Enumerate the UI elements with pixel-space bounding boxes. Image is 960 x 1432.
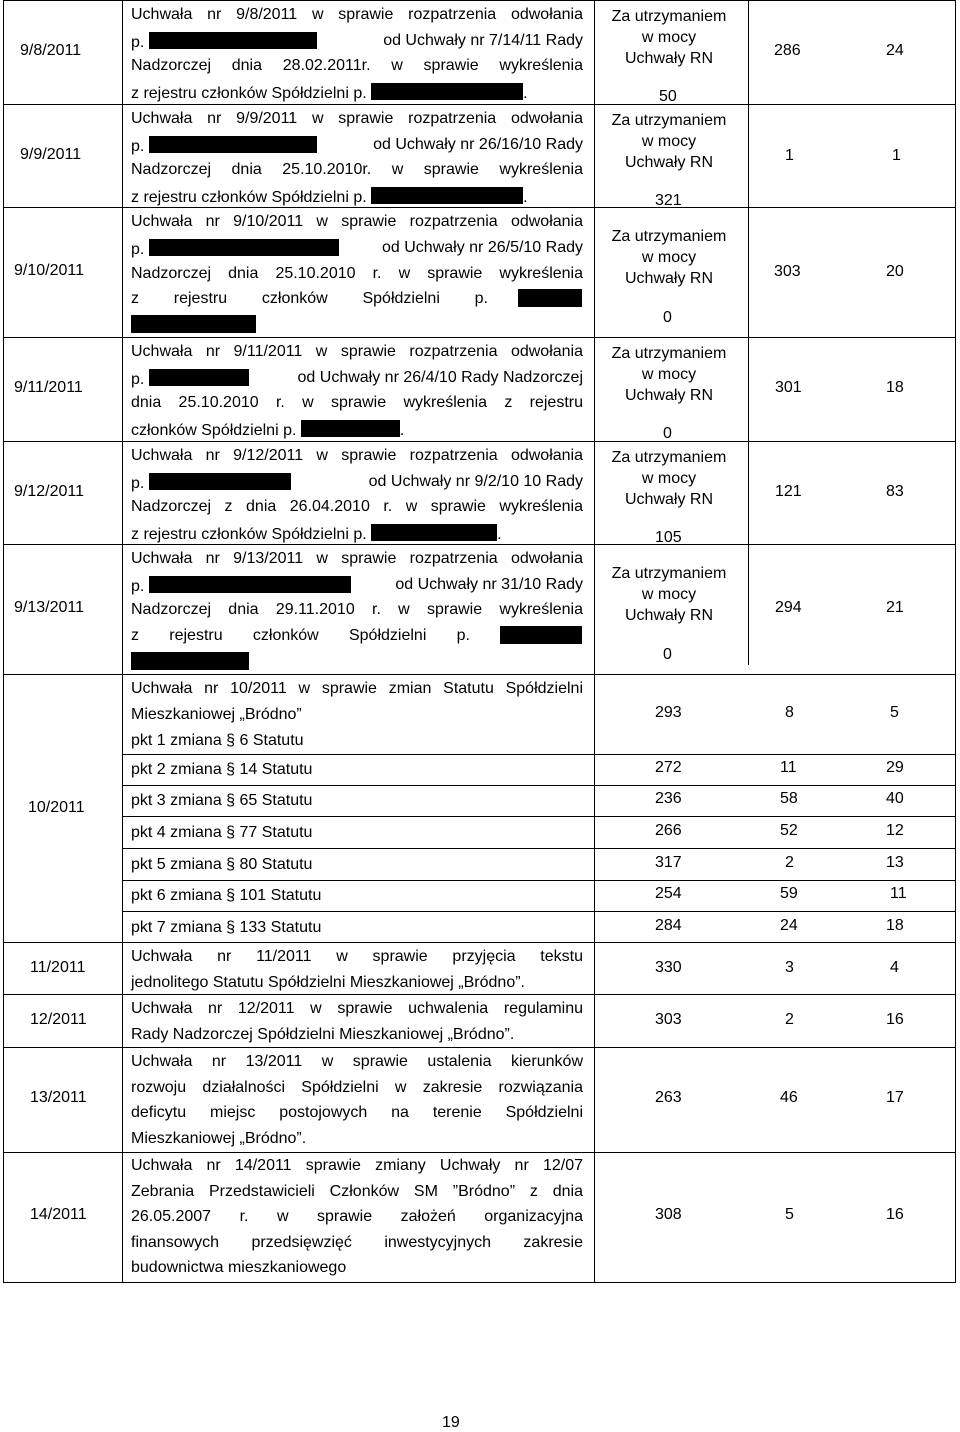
subrow-divider [122,816,955,817]
resolution-line: Uchwała nr 9/13/2011 w sprawie rozpatrzenia odwołania [131,550,583,567]
votes-for: 301 [775,379,802,396]
redaction-bar [301,420,400,437]
votes-abstain: 12 [886,822,904,839]
votes-abstain: 11 [890,885,907,902]
col-divider-1 [122,1,123,1282]
votes-against: 1 [892,147,901,164]
resolution-line: Rady Nadzorczej Spółdzielni Mieszkaniowej „Bródno”. [131,1026,515,1043]
votes-against: 18 [886,379,904,396]
votes-for: 121 [775,483,802,500]
votes-abstain: 18 [886,917,904,934]
statute-point: pkt 2 zmiana § 14 Statutu [131,761,313,778]
resolution-line: p. [131,369,249,389]
row-divider [4,674,955,675]
redaction-bar [131,315,256,333]
resolution-line: p. [131,136,317,156]
row-divider [4,207,955,208]
resolution-line: z rejestru członków Spółdzielni p. . [131,85,528,102]
resolution-line: p. [131,239,339,259]
redaction-bar [149,239,339,256]
resolution-line: deficytu miejsc postojowych na terenie Spółdzielni [131,1104,583,1121]
resolution-number: 9/13/2011 [14,599,84,616]
subrow-divider [122,911,955,912]
votes-against: 46 [780,1089,798,1106]
votes-against: 20 [886,263,904,280]
resolution-line: Uchwała nr 14/2011 sprawie zmiany Uchwały nr 12/07 [131,1157,583,1174]
redaction-bar [149,576,351,593]
votes-for: 284 [655,917,682,934]
resolution-number: 13/2011 [30,1089,87,1106]
votes-abstain: 5 [890,704,899,721]
resolution-line: Uchwała nr 9/10/2011 w sprawie rozpatrzenia odwołania [131,213,583,230]
resolution-line: od Uchwały nr 26/16/10 Rady [373,136,583,153]
resolution-line: Uchwała nr 13/2011 w sprawie ustalenia kierunków [131,1053,583,1070]
votes-abstain: 16 [886,1206,904,1223]
resolution-line: Nadzorczej dnia 25.10.2010 r. w sprawie wykreślenia [131,265,583,282]
statute-point: pkt 5 zmiana § 80 Statutu [131,856,313,873]
resolution-line: Zebrania Przedstawicieli Członków SM ”Bródno” z dnia [131,1183,583,1200]
votes-for: 266 [655,822,682,839]
votes-against: 52 [780,822,798,839]
resolution-line: Uchwała nr 9/9/2011 w sprawie rozpatrzenia odwołania [131,110,583,127]
resolution-line: Mieszkaniowej „Bródno”. [131,1130,307,1147]
votes-for: 254 [655,885,682,902]
resolution-line: od Uchwały nr 7/14/11 Rady [383,32,583,49]
statute-point: pkt 4 zmiana § 77 Statutu [131,824,313,841]
votes-abstain: 17 [886,1089,904,1106]
resolution-line: p. [131,576,351,596]
votes-for: 272 [655,759,682,776]
votes-abstain: 40 [886,790,904,807]
resolution-line: dnia 25.10.2010 r. w sprawie wykreślenia z rejestru [131,394,583,411]
votes-against: 24 [780,917,798,934]
statute-point: pkt 3 zmiana § 65 Statutu [131,792,313,809]
resolution-line: Uchwała nr 9/11/2011 w sprawie rozpatrzenia odwołania [131,343,583,360]
resolution-line: Uchwała nr 12/2011 w sprawie uchwalenia regulaminu [131,1000,583,1017]
resolution-line: Nadzorczej dnia 28.02.2011r. w sprawie wykreślenia [131,57,583,74]
subrow-divider [122,880,955,881]
votes-against: 8 [785,704,794,721]
resolution-number: 11/2011 [30,959,86,976]
subrow-divider [122,785,955,786]
votes-against: 58 [780,790,798,807]
votes-for: 286 [774,42,801,59]
resolution-number: 9/11/2011 [14,379,83,396]
resolution-number: 9/12/2011 [14,483,84,500]
votes-for: 293 [655,704,682,721]
row-divider [4,337,955,338]
resolution-line: od Uchwały nr 9/2/10 10 Rady [368,473,583,490]
votes-against: 2 [785,1011,794,1028]
votes-for: 303 [655,1011,682,1028]
resolution-number: 9/10/2011 [14,262,84,279]
statute-point: pkt 6 zmiana § 101 Statutu [131,887,322,904]
redaction-bar [518,289,582,307]
votes-abstain: 0 [663,309,672,326]
redaction-bar [131,652,249,670]
status-cell: Za utrzymaniem w mocy Uchwały RN [611,449,727,508]
resolution-line: Nadzorczej dnia 29.11.2010 r. w sprawie wykreślenia [131,601,583,618]
resolution-line: z rejestru członków Spółdzielni p. [131,627,470,644]
redaction-bar [149,369,249,386]
votes-against: 3 [785,959,794,976]
row-divider [4,994,955,995]
votes-against: 21 [886,599,904,616]
redaction-bar [500,626,582,644]
page-number: 19 [442,1414,460,1431]
statute-title-line: Uchwała nr 10/2011 w sprawie zmian Statutu Spółdzielni [131,680,583,697]
resolution-line: Nadzorczej z dnia 26.04.2010 r. w sprawie wykreślenia [131,498,583,515]
redaction-bar [371,524,497,541]
votes-against: 11 [780,759,797,776]
votes-for: 303 [774,263,801,280]
row-divider [4,104,955,105]
votes-abstain: 321 [655,192,682,209]
votes-abstain: 29 [886,759,904,776]
votes-abstain: 0 [663,425,672,442]
votes-abstain: 4 [890,959,899,976]
redaction-bar [371,83,523,100]
resolution-line: finansowych przedsięwzięć inwestycyjnych zakresie [131,1234,583,1251]
redaction-bar [149,136,317,153]
votes-abstain: 105 [655,529,682,546]
status-cell: Za utrzymaniem w mocy Uchwały RN [611,565,727,624]
resolution-line: Uchwała nr 9/8/2011 w sprawie rozpatrzenia odwołania [131,6,583,23]
votes-abstain: 50 [659,88,677,105]
redaction-bar [149,473,291,490]
status-cell: Za utrzymaniem w mocy Uchwały RN [611,112,727,171]
votes-for: 294 [775,599,802,616]
resolution-line: 26.05.2007 r. w sprawie założeń organizacyjna [131,1208,583,1225]
status-cell: Za utrzymaniem w mocy Uchwały RN [611,8,727,67]
votes-against: 24 [886,42,904,59]
votes-for: 263 [655,1089,682,1106]
resolution-line: Nadzorczej dnia 25.10.2010r. w sprawie wykreślenia [131,161,583,178]
resolution-line: budownictwa mieszkaniowego [131,1259,347,1276]
resolution-line: rozwoju działalności Spółdzielni w zakresie rozwiązania [131,1079,583,1096]
resolution-line: od Uchwały nr 26/4/10 Rady Nadzorczej [297,369,583,386]
resolution-number: 10/2011 [28,799,85,816]
col-divider-2 [594,1,595,1282]
resolution-line: p. [131,32,317,52]
resolution-number: 12/2011 [30,1011,87,1028]
resolution-line: Uchwała nr 11/2011 w sprawie przyjęcia tekstu [131,948,583,965]
resolution-line: członków Spółdzielni p. . [131,422,405,439]
subrow-divider [122,848,955,849]
row-divider [4,1047,955,1048]
votes-for: 236 [655,790,682,807]
resolution-line: od Uchwały nr 31/10 Rady [395,576,583,593]
resolution-line: z rejestru członków Spółdzielni p. . [131,189,528,206]
votes-for: 308 [655,1206,682,1223]
resolution-line: jednolitego Statutu Spółdzielni Mieszkaniowej „Bródno”. [131,974,525,991]
row-divider [4,942,955,943]
row-divider [4,441,955,442]
votes-against: 83 [886,483,904,500]
resolution-line: od Uchwały nr 26/5/10 Rady [382,239,583,256]
votes-against: 59 [780,885,798,902]
votes-abstain: 16 [886,1011,904,1028]
resolution-number: 14/2011 [30,1206,87,1223]
resolution-line: z rejestru członków Spółdzielni p. . [131,526,502,543]
row-divider [4,1152,955,1153]
votes-abstain: 0 [663,646,672,663]
col-divider-3 [748,1,749,665]
resolution-number: 9/8/2011 [20,42,82,59]
resolution-line: p. [131,473,291,493]
resolution-number: 9/9/2011 [20,146,82,163]
row-divider [4,544,955,545]
statute-point: pkt 7 zmiana § 133 Statutu [131,919,322,936]
status-cell: Za utrzymaniem w mocy Uchwały RN [611,345,727,404]
votes-against: 2 [785,854,794,871]
votes-for: 317 [655,854,682,871]
redaction-bar [149,32,317,49]
votes-for: 330 [655,959,682,976]
redaction-bar [371,187,523,204]
statute-point: pkt 1 zmiana § 6 Statutu [131,732,304,749]
subrow-divider [122,754,955,755]
statute-title-line: Mieszkaniowej „Bródno” [131,706,302,723]
votes-for: 1 [785,147,794,164]
resolution-line: z rejestru członków Spółdzielni p. [131,290,488,307]
votes-against: 5 [785,1206,794,1223]
resolution-line: Uchwała nr 9/12/2011 w sprawie rozpatrzenia odwołania [131,447,583,464]
votes-abstain: 13 [886,854,904,871]
status-cell: Za utrzymaniem w mocy Uchwały RN [611,228,727,287]
